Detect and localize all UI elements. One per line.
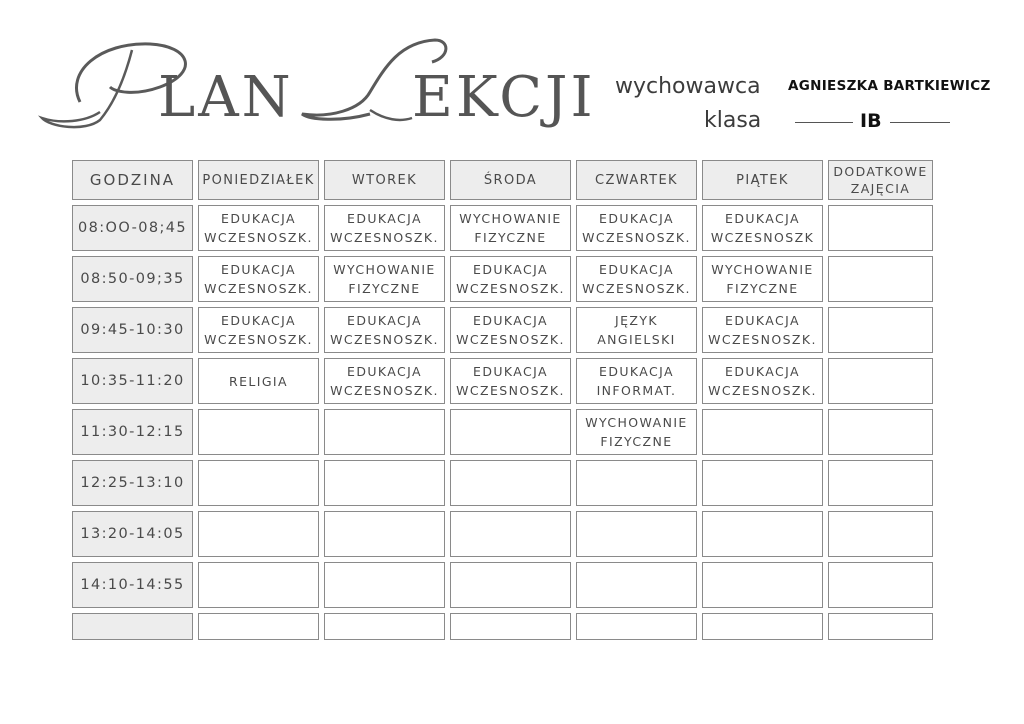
lesson-cell: [828, 562, 933, 608]
lesson-cell: [324, 409, 445, 455]
lesson-cell: [576, 511, 697, 557]
lesson-cell: [828, 205, 933, 251]
class-line-left: [795, 122, 853, 123]
lesson-cell: [828, 409, 933, 455]
class-line-right: [890, 122, 950, 123]
lesson-cell: EDUKACJA WCZESNOSZK.: [702, 307, 823, 353]
timetable: [72, 160, 933, 640]
lesson-cell: [198, 511, 319, 557]
column-header-thursday: CZWARTEK: [576, 160, 697, 200]
lesson-cell: EDUKACJA WCZESNOSZK.: [450, 256, 571, 302]
title-script-lettering: [40, 32, 596, 132]
lesson-cell: [828, 256, 933, 302]
lesson-cell: EDUKACJA WCZESNOSZK.: [702, 358, 823, 404]
lesson-cell: [450, 511, 571, 557]
lesson-cell: [198, 613, 319, 640]
svg-text:LAN: LAN: [158, 65, 294, 130]
column-header-tuesday: WTOREK: [324, 160, 445, 200]
lesson-cell: [324, 511, 445, 557]
lesson-cell: [828, 358, 933, 404]
lesson-cell: EDUKACJA WCZESNOSZK.: [324, 205, 445, 251]
lesson-cell: EDUKACJA WCZESNOSZK: [702, 205, 823, 251]
lesson-cell: EDUKACJA WCZESNOSZK.: [450, 307, 571, 353]
lesson-cell: [198, 409, 319, 455]
lesson-cell: WYCHOWANIE FIZYCZNE: [324, 256, 445, 302]
lesson-cell: EDUKACJA INFORMAT.: [576, 358, 697, 404]
time-cell: 09:45-10:30: [72, 307, 193, 353]
lesson-cell: [450, 460, 571, 506]
time-cell: 14:10-14:55: [72, 562, 193, 608]
lesson-cell: [702, 511, 823, 557]
lesson-cell: WYCHOWANIE FIZYCZNE: [702, 256, 823, 302]
teacher-label: wychowawca: [615, 74, 761, 99]
lesson-cell: RELIGIA: [198, 358, 319, 404]
lesson-cell: [324, 613, 445, 640]
lesson-cell: [702, 409, 823, 455]
time-cell: 08:50-09;35: [72, 256, 193, 302]
lesson-cell: EDUKACJA WCZESNOSZK.: [198, 205, 319, 251]
time-cell: 13:20-14:05: [72, 511, 193, 557]
column-header-extra: DODATKOWE ZAJĘCIA: [828, 160, 933, 200]
lesson-cell: [198, 562, 319, 608]
lesson-cell: [576, 562, 697, 608]
lesson-cell: [702, 460, 823, 506]
lesson-cell: [702, 562, 823, 608]
lesson-cell: [450, 613, 571, 640]
svg-text:EKCJI: EKCJI: [412, 65, 596, 130]
lesson-cell: [198, 460, 319, 506]
lesson-cell: [324, 562, 445, 608]
lesson-cell: [576, 613, 697, 640]
time-cell: 08:OO-08;45: [72, 205, 193, 251]
time-cell: 10:35-11:20: [72, 358, 193, 404]
time-cell: 11:30-12:15: [72, 409, 193, 455]
class-label: klasa: [704, 108, 762, 133]
lesson-cell: EDUKACJA WCZESNOSZK.: [576, 205, 697, 251]
lesson-cell: EDUKACJA WCZESNOSZK.: [324, 358, 445, 404]
teacher-name: AGNIESZKA BARTKIEWICZ: [788, 78, 991, 94]
time-cell: 12:25-13:10: [72, 460, 193, 506]
column-header-wednesday: ŚRODA: [450, 160, 571, 200]
lesson-cell: [702, 613, 823, 640]
lesson-cell: EDUKACJA WCZESNOSZK.: [576, 256, 697, 302]
lesson-cell: [450, 562, 571, 608]
column-header-monday: PONIEDZIAŁEK: [198, 160, 319, 200]
lesson-cell: [450, 409, 571, 455]
lesson-cell: [324, 460, 445, 506]
lesson-cell: [576, 460, 697, 506]
lesson-cell: EDUKACJA WCZESNOSZK.: [450, 358, 571, 404]
lesson-cell: [828, 613, 933, 640]
lesson-cell: EDUKACJA WCZESNOSZK.: [324, 307, 445, 353]
page-title: [40, 32, 596, 132]
column-header-friday: PIĄTEK: [702, 160, 823, 200]
lesson-cell: JĘZYK ANGIELSKI: [576, 307, 697, 353]
time-cell: [72, 613, 193, 640]
lesson-cell: [828, 511, 933, 557]
lesson-cell: WYCHOWANIE FIZYCZNE: [450, 205, 571, 251]
lesson-cell: WYCHOWANIE FIZYCZNE: [576, 409, 697, 455]
column-header-hour: GODZINA: [72, 160, 193, 200]
lesson-cell: EDUKACJA WCZESNOSZK.: [198, 307, 319, 353]
lesson-cell: [828, 460, 933, 506]
class-value: IB: [860, 110, 882, 132]
lesson-cell: [828, 307, 933, 353]
lesson-cell: EDUKACJA WCZESNOSZK.: [198, 256, 319, 302]
